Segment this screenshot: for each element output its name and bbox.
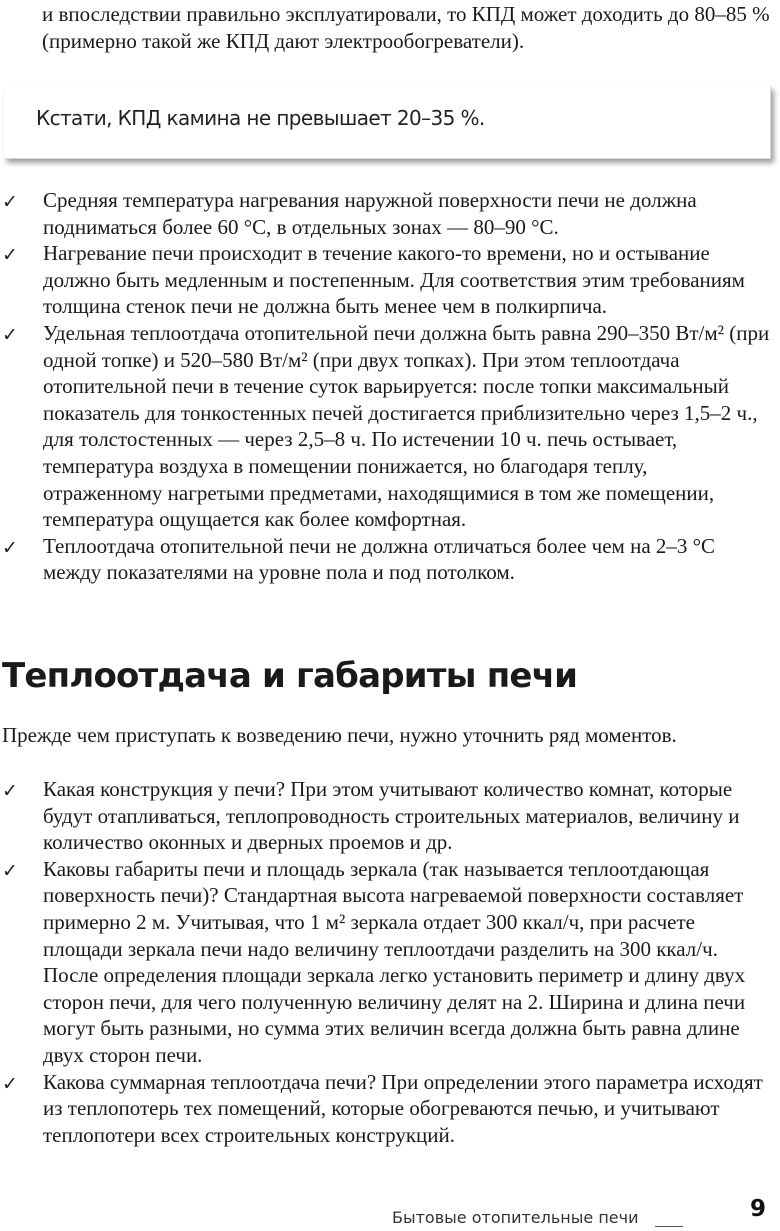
checkmark-icon: ✓ bbox=[2, 536, 18, 559]
running-footer: Бытовые отопительные печи bbox=[392, 1208, 639, 1227]
list-item-text: Удельная теплоотдача отопительной печи должна быть равна 290–350 Вт/м² (при одной топке) и 520–580 Вт/м² (при двух топках). При этом теплоотдача отопительной печи в течение суток варьируется: после топки максимальный показатель для тонкостенных печей достигается приблизительно через 1,5–2 ч., для толстостенных — через 2,5–8 ч. По истечении 10 ч. печь остывает, температура воздуха в помещении понижается, но благодаря теплу, отраженному нагретыми предметами, находящимися в том же помещении, температура ощущается как более комфортная. bbox=[43, 320, 770, 532]
section-heading: Теплоотдача и габариты печи bbox=[2, 656, 578, 696]
list-item bbox=[0, 240, 778, 320]
checkmark-icon: ✓ bbox=[2, 1072, 18, 1095]
list-item bbox=[0, 1069, 778, 1149]
list-item-text: Каковы габариты печи и площадь зеркала (так называется теплоотдающая поверхность печи)? Стандартная высота нагреваемой поверхности составляет примерно 2 м. Учитывая, что 1 м² зеркала отдает 300 ккал/ч, при расчете площади зеркала печи надо величину теплоотдачи разделить на 300 ккал/ч. После определения площади зеркала легко установить периметр и длину двух сторон печи, для чего полученную величину делят на 2. Ширина и длина печи могут быть разными, но сумма этих величин всегда должна быть равна длине двух сторон печи. bbox=[43, 856, 746, 1067]
list-item bbox=[0, 776, 778, 856]
questions-list bbox=[0, 776, 778, 1148]
list-item-text: Теплоотдача отопительной печи не должна отличаться более чем на 2–3 °С между показателями на уровне пола и под потолком. bbox=[43, 533, 716, 585]
list-item-text: Какова суммарная теплоотдача печи? При определении этого параметра исходят из теплопотерь тех помещений, которые обогреваются печью, и учитывают теплопотери всех строительных конструкций. bbox=[43, 1069, 763, 1147]
list-item bbox=[0, 856, 778, 1069]
checkmark-icon: ✓ bbox=[2, 244, 18, 267]
checkmark-icon: ✓ bbox=[2, 191, 18, 213]
checkmark-icon: ✓ bbox=[2, 780, 18, 802]
checkmark-icon: ✓ bbox=[2, 323, 18, 346]
list-item bbox=[0, 187, 778, 240]
callout-text: Кстати, КПД камина не превышает 20–35 %. bbox=[36, 106, 485, 130]
lead-paragraph: Прежде чем приступать к возведению печи, нужно уточнить ряд моментов. bbox=[2, 723, 677, 747]
page-number: 9 bbox=[750, 1196, 767, 1222]
callout-box bbox=[4, 86, 771, 159]
footer-rule bbox=[655, 1226, 683, 1227]
list-item-text: Какая конструкция у печи? При этом учитывают количество комнат, которые будут отапливаться, теплопроводность строительных материалов, величину и количество оконных и дверных проемов и др. bbox=[43, 777, 740, 855]
checkmark-icon: ✓ bbox=[2, 859, 18, 882]
list-item-text: Средняя температура нагревания наружной поверхности печи не должна подниматься более 60 °С, в отдельных зонах — 80–90 °С. bbox=[43, 188, 697, 239]
requirements-list bbox=[0, 187, 778, 586]
list-item-text: Нагревание печи происходит в течение какого-то времени, но и остывание должно быть медленным и постепенным. Для соответствия этим требованиям толщина стенок печи не должна быть менее чем в полкирпича. bbox=[43, 241, 745, 319]
intro-paragraph: и впоследствии правильно эксплуатировали, то КПД может доходить до 80–85 % (примерно такой же КПД дают электрообогреватели). bbox=[42, 2, 770, 53]
list-item bbox=[0, 533, 778, 586]
list-item bbox=[0, 320, 778, 533]
